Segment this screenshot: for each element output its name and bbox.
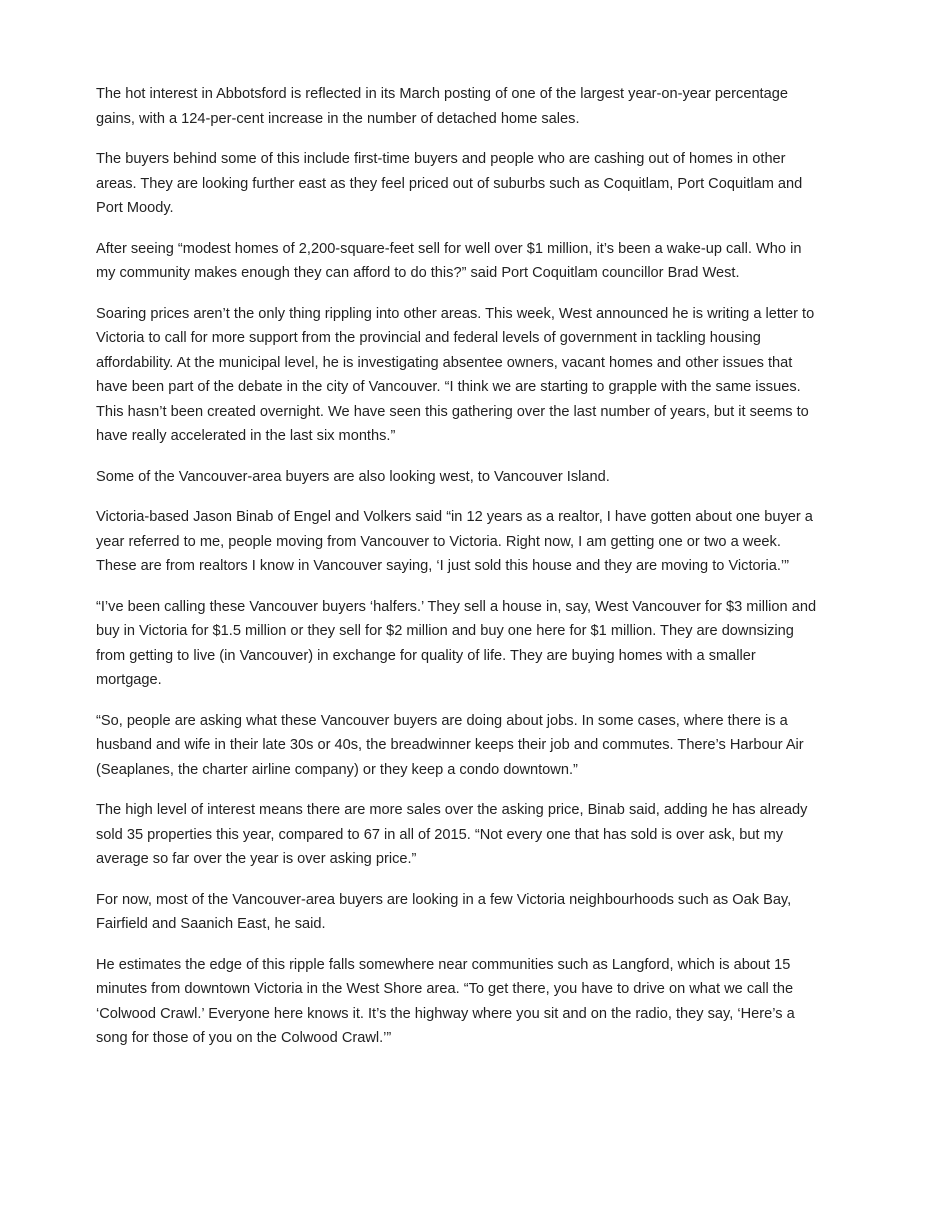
article-paragraph: “So, people are asking what these Vancouver buyers are doing about jobs. In some cases, where there is a husband and wife in their late 30s or 40s, the breadwinner keeps their job and commutes. There’s Harbour Air (Seaplanes, the charter airline company) or they keep a condo downtown.” xyxy=(96,712,804,778)
article-paragraph: Victoria-based Jason Binab of Engel and Volkers said “in 12 years as a realtor, I have gotten about one buyer a year referred to me, people moving from Vancouver to Victoria. Right now, I am getting one or two a week. These are from realtors I know in Vancouver saying, ‘I just sold this house and they are moving to Victoria.’” xyxy=(96,509,813,574)
article-paragraph: The high level of interest means there are more sales over the asking price, Binab said, adding he has already sold 35 properties this year, compared to 67 in all of 2015. “Not every one that has sold is over ask, but my average so far over the year is over asking price.” xyxy=(96,802,808,867)
article-paragraph: Some of the Vancouver-area buyers are also looking west, to Vancouver Island. xyxy=(96,468,610,485)
article-paragraph: The buyers behind some of this include first-time buyers and people who are cashing out of homes in other areas. They are looking further east as they feel priced out of suburbs such as Coquitlam, Port Coquitlam and Port Moody. xyxy=(96,151,803,216)
article-paragraph: The hot interest in Abbotsford is reflected in its March posting of one of the largest year-on-year percentage gains, with a 124-per-cent increase in the number of detached home sales. xyxy=(96,86,788,127)
article-paragraph: After seeing “modest homes of 2,200-square-feet sell for well over $1 million, it’s been a wake-up call. Who in my community makes enough they can afford to do this?” said Port Coquitlam councillor Brad West. xyxy=(96,240,802,281)
article-paragraph: For now, most of the Vancouver-area buyers are looking in a few Victoria neighbourhoods such as Oak Bay, Fairfield and Saanich East, he said. xyxy=(96,891,792,932)
article-paragraph: Soaring prices aren’t the only thing rippling into other areas. This week, West announced he is writing a letter to Victoria to call for more support from the provincial and federal levels of government in tackling housing affordability. At the municipal level, he is investigating absentee owners, vacant homes and other issues that have been part of the debate in the city of Vancouver. “I think we are starting to grapple with the same issues. This hasn’t been created overnight. We have seen this gathering over the last number of years, but it seems to have really accelerated in the last six months.” xyxy=(96,305,815,444)
article-body xyxy=(96,82,820,1067)
article-paragraph: “I’ve been calling these Vancouver buyers ‘halfers.’ They sell a house in, say, West Vancouver for $3 million and buy in Victoria for $1.5 million or they sell for $2 million and buy one here for $1 million. They are downsizing from getting to live (in Vancouver) in exchange for quality of life. They are buying homes with a smaller mortgage. xyxy=(96,598,817,688)
article-paragraph: He estimates the edge of this ripple falls somewhere near communities such as Langford, which is about 15 minutes from downtown Victoria in the West Shore area. “To get there, you have to drive on what we call the ‘Colwood Crawl.’ Everyone here knows it. It’s the highway where you sit and on the radio, they say, ‘Here’s a song for those of you on the Colwood Crawl.’” xyxy=(96,956,795,1046)
